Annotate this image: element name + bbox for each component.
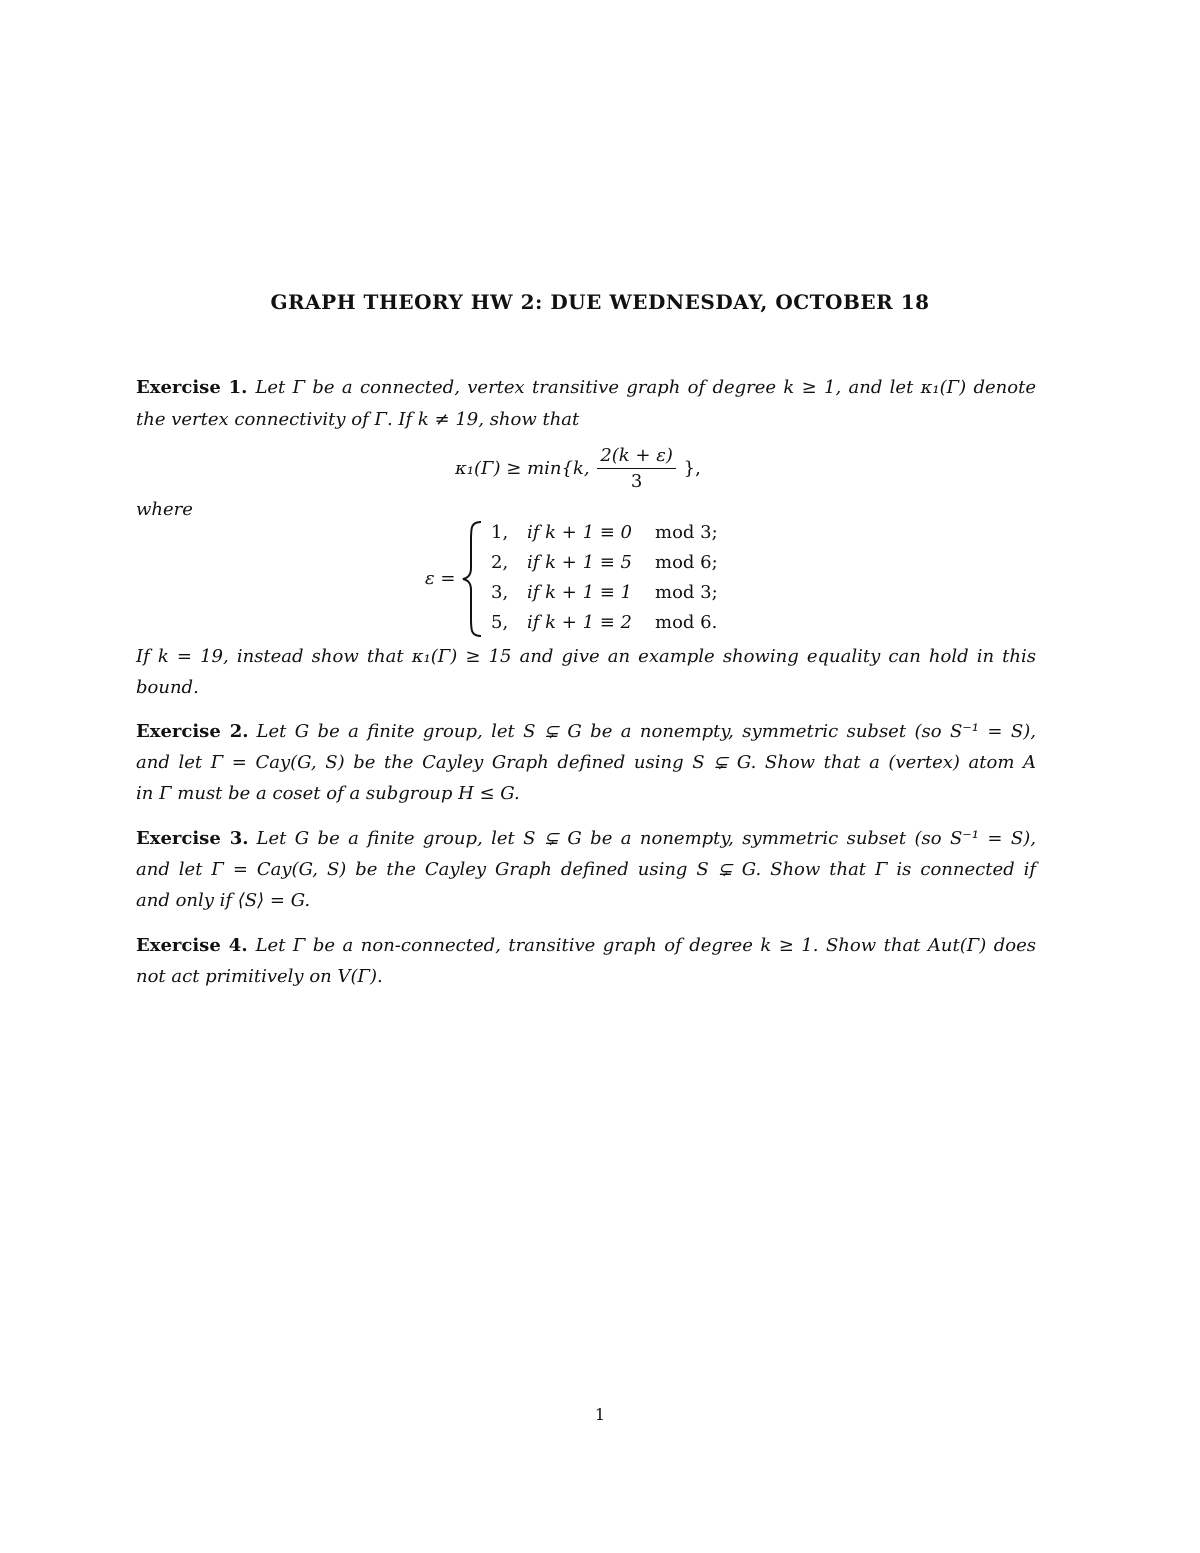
case-row: 3, if k + 1 ≡ 1 mod 3;: [491, 582, 718, 603]
exercise-3-line-1: Exercise 3. Let G be a finite group, let S ⊊ G be a nonempty, symmetric subset (so S⁻¹ = S),: [136, 828, 1036, 849]
case-row: 2, if k + 1 ≡ 5 mod 6;: [491, 552, 718, 573]
exercise-2-heading: Exercise 2.: [136, 721, 249, 742]
exercise-1-line-1: Exercise 1. Let Γ be a connected, vertex transitive graph of degree k ≥ 1, and let κ₁(Γ) denote: [136, 377, 1036, 398]
exercise-1-heading: Exercise 1.: [136, 377, 248, 398]
exercise-4-line-2: not act primitively on V(Γ).: [136, 966, 383, 987]
case-row: 5, if k + 1 ≡ 2 mod 6.: [491, 612, 718, 633]
exercise-1-after-line-1: If k = 19, instead show that κ₁(Γ) ≥ 15 and give an example showing equality can hold in this: [136, 646, 1036, 667]
exercise-3-line-3: and only if ⟨S⟩ = G.: [136, 890, 311, 911]
exercise-3-line-2: and let Γ = Cay(G, S) be the Cayley Graph defined using S ⊊ G. Show that Γ is connected if: [136, 859, 1036, 880]
where-label: where: [136, 499, 193, 520]
page-number: 1: [594, 1405, 606, 1424]
exercise-2-line-1: Exercise 2. Let G be a finite group, let S ⊊ G be a nonempty, symmetric subset (so S⁻¹ = S),: [136, 721, 1036, 742]
case-row: 1, if k + 1 ≡ 0 mod 3;: [491, 522, 718, 543]
epsilon-cases: [425, 520, 745, 638]
page-title: GRAPH THEORY HW 2: DUE WEDNESDAY, OCTOBER 18: [270, 290, 930, 314]
exercise-1-after-line-2: bound.: [136, 677, 199, 698]
fraction: $\frac{2(k + \varepsilon)}{3}$: [597, 445, 676, 492]
epsilon-lhs: ε =: [425, 568, 456, 589]
exercise-4-heading: Exercise 4.: [136, 935, 248, 956]
left-brace-icon: [461, 520, 485, 638]
exercise-1-display-equation: κ₁(Γ) ≥ min{k, $\frac{2(k + \varepsilon)}{3}$ },: [455, 445, 701, 492]
exercise-1-line-2: the vertex connectivity of Γ. If k ≠ 19, show that: [136, 409, 580, 430]
exercise-2-line-3: in Γ must be a coset of a subgroup H ≤ G.: [136, 783, 520, 804]
exercise-2-line-2: and let Γ = Cay(G, S) be the Cayley Graph defined using S ⊊ G. Show that a (vertex) atom A: [136, 752, 1036, 773]
exercise-3-heading: Exercise 3.: [136, 828, 249, 849]
exercise-4-line-1: Exercise 4. Let Γ be a non-connected, transitive graph of degree k ≥ 1. Show that Aut(Γ) does: [136, 935, 1036, 956]
